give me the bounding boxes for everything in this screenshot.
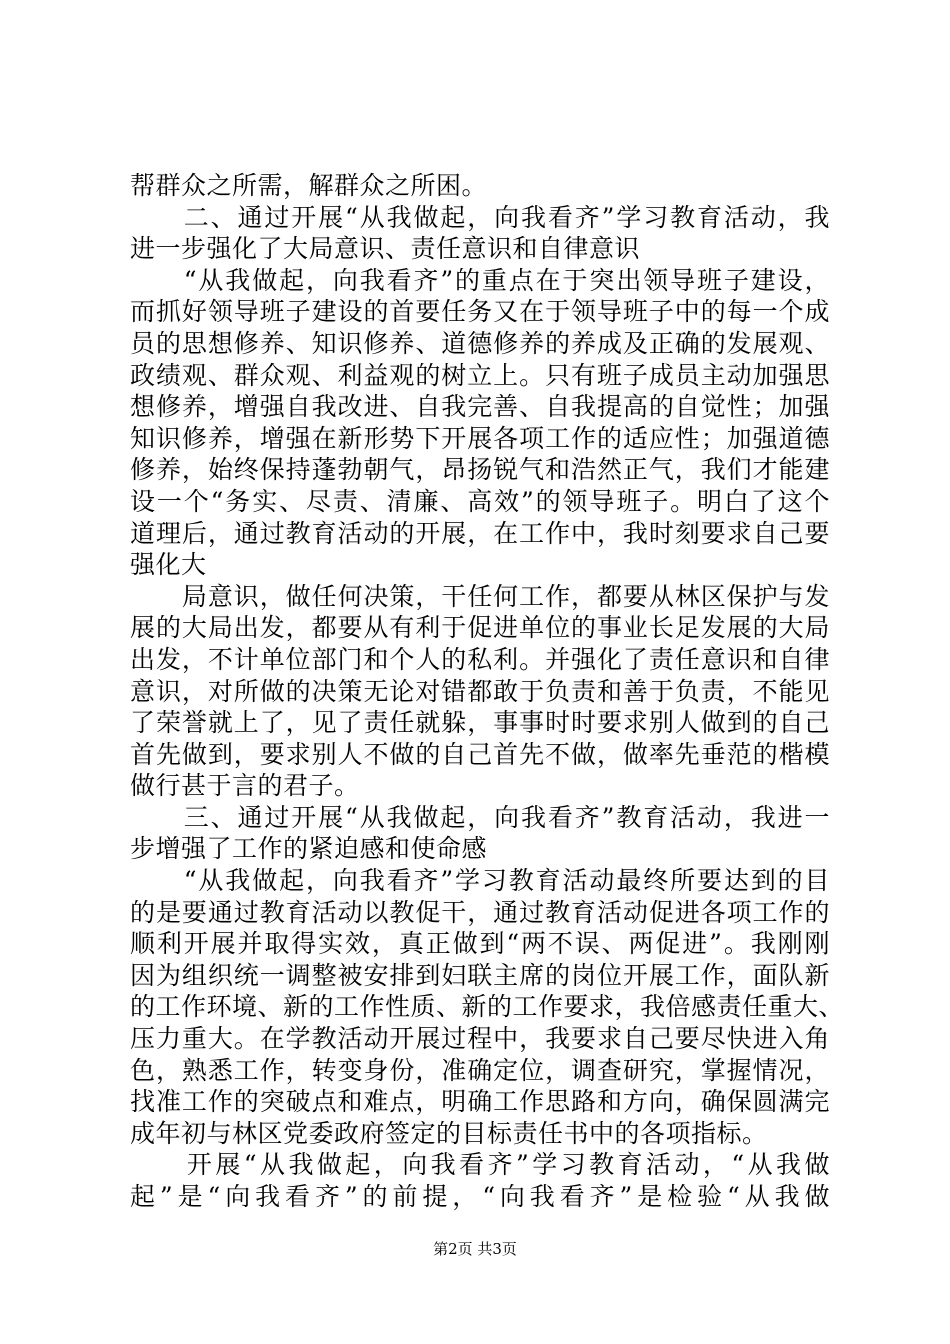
text-line: 压力重大。在学教活动开展过程中，我要求自己要尽快进入角 (130, 1024, 830, 1054)
text-line: 开展“从我做起，向我看齐”学习教育活动，“从我做 (130, 1150, 830, 1180)
text-line: 展的大局出发，都要从有利于促进单位的事业长足发展的大局 (130, 613, 830, 643)
text-line: 帮群众之所需，解群众之所困。 (130, 171, 488, 200)
text-line: 想修养，增强自我改进、自我完善、自我提高的自觉性；加强 (130, 392, 830, 422)
text-line: 步增强了工作的紧迫感和使命感 (130, 834, 488, 864)
page-footer (0, 1238, 950, 1259)
text-line: 进一步强化了大局意识、责任意识和自律意识 (130, 234, 641, 264)
text-line: 设一个“务实、尽责、清廉、高效”的领导班子。明白了这个 (130, 486, 830, 516)
text-line: 的工作环境、新的工作性质、新的工作要求，我倍感责任重大、 (130, 992, 845, 1022)
text-line: 做行甚于言的君子。 (130, 771, 360, 801)
text-line: 找准工作的突破点和难点，明确工作思路和方向，确保圆满完 (130, 1087, 830, 1117)
text-line: 意识，对所做的决策无论对错都敢于负责和善于负责，不能见 (130, 676, 830, 706)
text-line: 强化大 (130, 550, 207, 580)
text-line: 成年初与林区党委政府签定的目标责任书中的各项指标。 (130, 1118, 768, 1148)
text-line: 色，熟悉工作，转变身份，准确定位，调查研究，掌握情况， (130, 1055, 830, 1085)
text-line: 了荣誉就上了，见了责任就躲，事事时时要求别人做到的自己 (130, 708, 830, 738)
text-line: 修养，始终保持蓬勃朝气，昂扬锐气和浩然正气，我们才能建 (130, 455, 830, 485)
text-line: 而抓好领导班子建设的首要任务又在于领导班子中的每一个成 (130, 297, 830, 327)
text-line: 知识修养，增强在新形势下开展各项工作的适应性；加强道德 (130, 423, 830, 453)
text-line: 因为组织统一调整被安排到妇联主席的岗位开展工作，面队新 (130, 960, 830, 990)
text-line: 顺利开展并取得实效，真正做到“两不误、两促进”。我刚刚 (130, 929, 830, 959)
document-body (130, 170, 845, 1213)
text-line: “从我做起，向我看齐”的重点在于突出领导班子建设， (130, 265, 830, 295)
text-line: 出发，不计单位部门和个人的私利。并强化了责任意识和自律 (130, 644, 830, 674)
text-line: 二、通过开展“从我做起，向我看齐”学习教育活动，我 (130, 202, 830, 232)
text-line: 三、通过开展“从我做起，向我看齐”教育活动，我进一 (130, 802, 830, 832)
text-line: “从我做起，向我看齐”学习教育活动最终所要达到的目 (130, 866, 830, 896)
page-number: 第2页 共3页 (433, 1240, 517, 1258)
text-line: 政绩观、群众观、利益观的树立上。只有班子成员主动加强思 (130, 360, 830, 390)
text-line: 道理后，通过教育活动的开展，在工作中，我时刻要求自己要 (130, 518, 830, 548)
text-line: 首先做到，要求别人不做的自己首先不做，做率先垂范的楷模 (130, 739, 830, 769)
text-line: 起”是“向我看齐”的前提，“向我看齐”是检验“从我做 (130, 1182, 830, 1211)
text-line: 局意识，做任何决策，干任何工作，都要从林区保护与发 (130, 581, 830, 611)
text-line: 员的思想修养、知识修养、道德修养的养成及正确的发展观、 (130, 328, 830, 358)
text-line: 的是要通过教育活动以教促干，通过教育活动促进各项工作的 (130, 897, 830, 927)
